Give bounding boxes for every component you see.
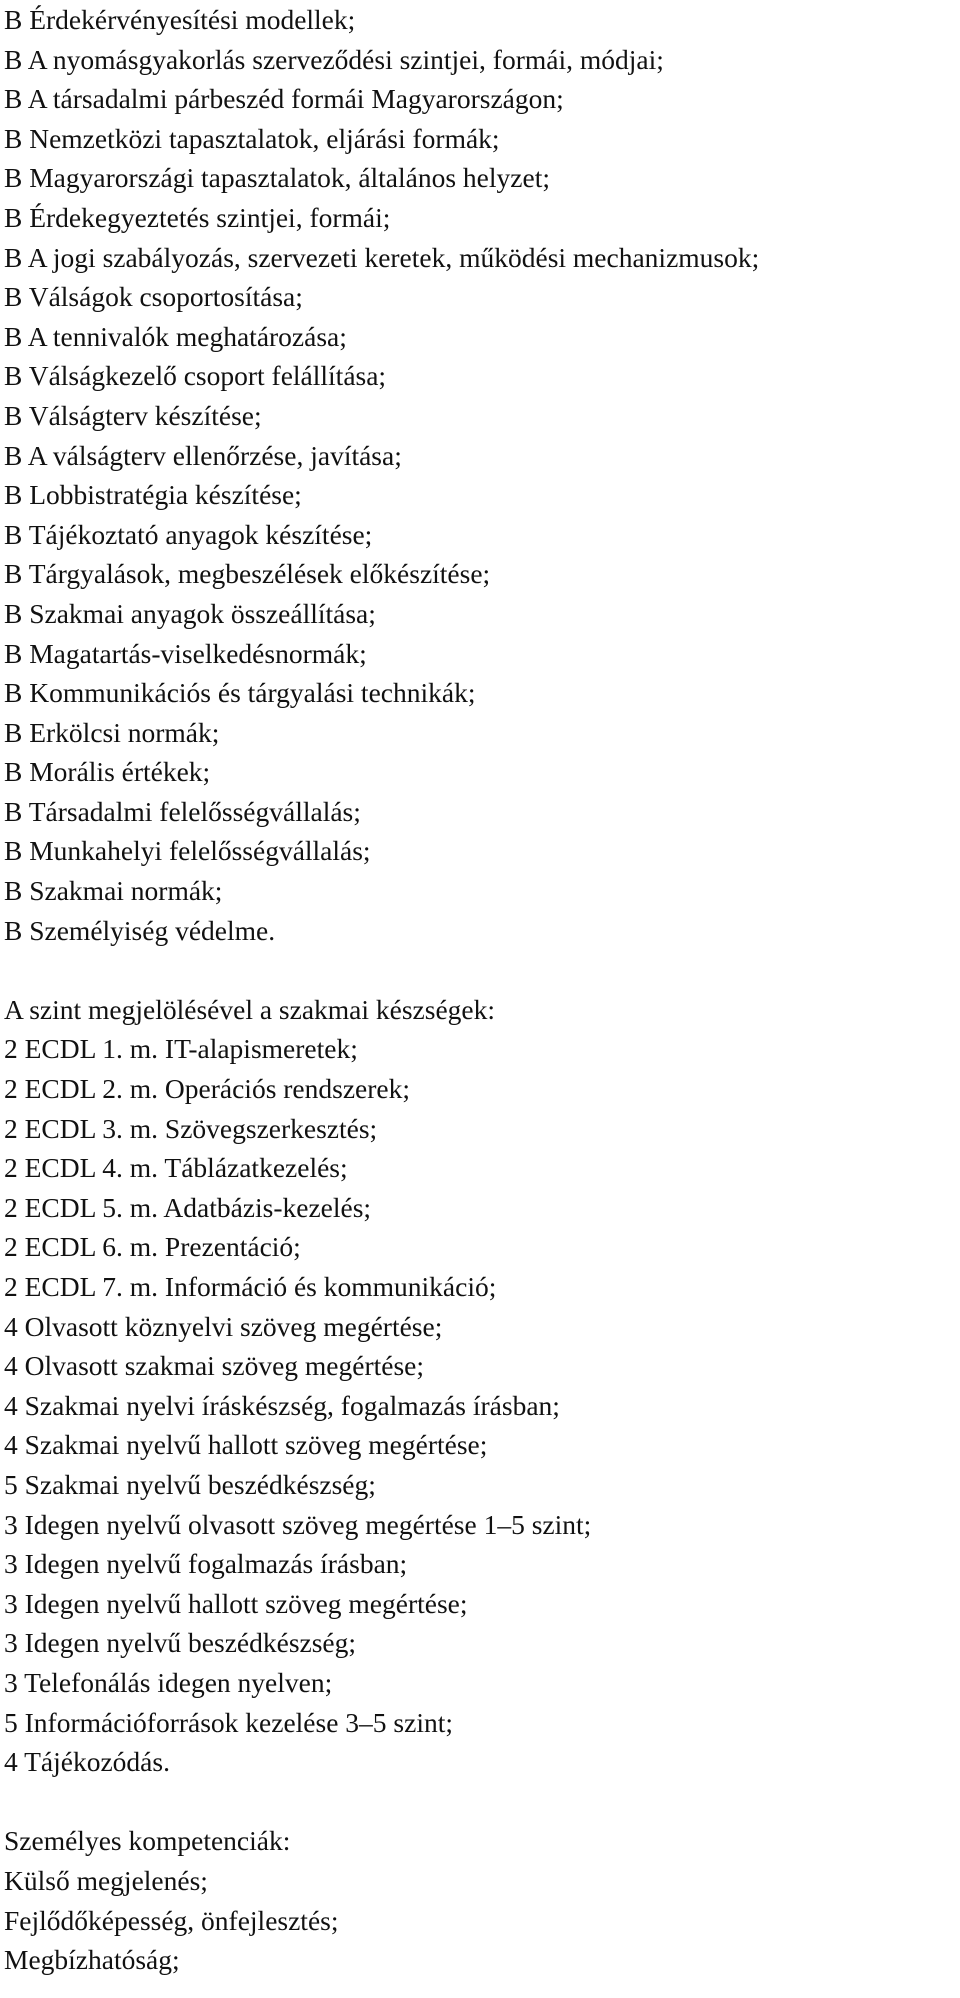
list-item: B Válságterv készítése; bbox=[4, 399, 262, 431]
list-item: 3 Idegen nyelvű hallott szöveg megértése; bbox=[4, 1587, 468, 1619]
list-item: 3 Idegen nyelvű fogalmazás írásban; bbox=[4, 1548, 408, 1580]
list-item: B A válságterv ellenőrzése, javítása; bbox=[4, 439, 402, 471]
list-item: B Erkölcsi normák; bbox=[4, 716, 220, 748]
list-item: B Tájékoztató anyagok készítése; bbox=[4, 518, 373, 550]
list-item: B Magatartás-viselkedésnormák; bbox=[4, 637, 367, 669]
personal-competencies-heading: Személyes kompetenciák: bbox=[4, 1825, 291, 1857]
list-item: 2 ECDL 6. m. Prezentáció; bbox=[4, 1231, 301, 1263]
list-item: Külső megjelenés; bbox=[4, 1864, 208, 1896]
list-item: B Szakmai anyagok összeállítása; bbox=[4, 597, 376, 629]
list-item: 3 Telefonálás idegen nyelven; bbox=[4, 1666, 333, 1698]
list-item: B A tennivalók meghatározása; bbox=[4, 320, 347, 352]
list-item: 4 Szakmai nyelvű hallott szöveg megértése; bbox=[4, 1429, 488, 1461]
section-spacer bbox=[4, 1782, 956, 1822]
b-items-list bbox=[4, 0, 956, 950]
section-spacer bbox=[4, 950, 956, 990]
list-item: B Személyiség védelme. bbox=[4, 914, 276, 946]
list-item: 4 Olvasott köznyelvi szöveg megértése; bbox=[4, 1310, 443, 1342]
list-item: 2 ECDL 5. m. Adatbázis-kezelés; bbox=[4, 1191, 372, 1223]
list-item: B Válságkezelő csoport felállítása; bbox=[4, 360, 387, 392]
list-item: B A jogi szabályozás, szervezeti keretek, működési mechanizmusok; bbox=[4, 241, 760, 273]
list-item: B A társadalmi párbeszéd formái Magyarországon; bbox=[4, 83, 564, 115]
list-item: 4 Tájékozódás. bbox=[4, 1746, 170, 1778]
list-item: B Nemzetközi tapasztalatok, eljárási formák; bbox=[4, 122, 500, 154]
list-item: 3 Idegen nyelvű beszédkészség; bbox=[4, 1627, 357, 1659]
document-page bbox=[4, 0, 956, 1980]
list-item: 2 ECDL 7. m. Információ és kommunikáció; bbox=[4, 1271, 497, 1302]
list-item: 3 Idegen nyelvű olvasott szöveg megértése 1–5 szint; bbox=[4, 1508, 592, 1540]
list-item: 2 ECDL 3. m. Szövegszerkesztés; bbox=[4, 1112, 378, 1144]
list-item: 2 ECDL 4. m. Táblázatkezelés; bbox=[4, 1152, 348, 1184]
list-item: B Morális értékek; bbox=[4, 756, 211, 788]
list-item: 2 ECDL 2. m. Operációs rendszerek; bbox=[4, 1073, 411, 1105]
list-item: 4 Olvasott szakmai szöveg megértése; bbox=[4, 1350, 425, 1382]
list-item: B Tárgyalások, megbeszélések előkészítése; bbox=[4, 558, 491, 590]
skills-section bbox=[4, 990, 956, 1782]
list-item: B Kommunikációs és tárgyalási technikák; bbox=[4, 677, 476, 709]
list-item: 4 Szakmai nyelvi íráskészség, fogalmazás írásban; bbox=[4, 1389, 560, 1421]
list-item: 2 ECDL 1. m. IT-alapismeretek; bbox=[4, 1033, 358, 1065]
list-item: B Szakmai normák; bbox=[4, 875, 223, 907]
list-item: B A nyomásgyakorlás szerveződési szintjei, formái, módjai; bbox=[4, 43, 664, 75]
list-item: B Érdekérvényesítési modellek; bbox=[4, 4, 356, 35]
list-item: B Lobbistratégia készítése; bbox=[4, 479, 302, 511]
list-item: B Magyarországi tapasztalatok, általános helyzet; bbox=[4, 162, 550, 194]
list-item: B Érdekegyeztetés szintjei, formái; bbox=[4, 201, 391, 233]
personal-competencies-section bbox=[4, 1821, 956, 1979]
skills-heading: A szint megjelölésével a szakmai készségek: bbox=[4, 993, 496, 1025]
list-item: B Társadalmi felelősségvállalás; bbox=[4, 795, 361, 827]
list-item: Megbízhatóság; bbox=[4, 1944, 180, 1976]
list-item: 5 Szakmai nyelvű beszédkészség; bbox=[4, 1468, 376, 1500]
list-item: B Munkahelyi felelősségvállalás; bbox=[4, 835, 371, 867]
list-item: B Válságok csoportosítása; bbox=[4, 281, 303, 313]
list-item: 5 Információforrások kezelése 3–5 szint; bbox=[4, 1706, 453, 1738]
list-item: Fejlődőképesség, önfejlesztés; bbox=[4, 1904, 339, 1936]
